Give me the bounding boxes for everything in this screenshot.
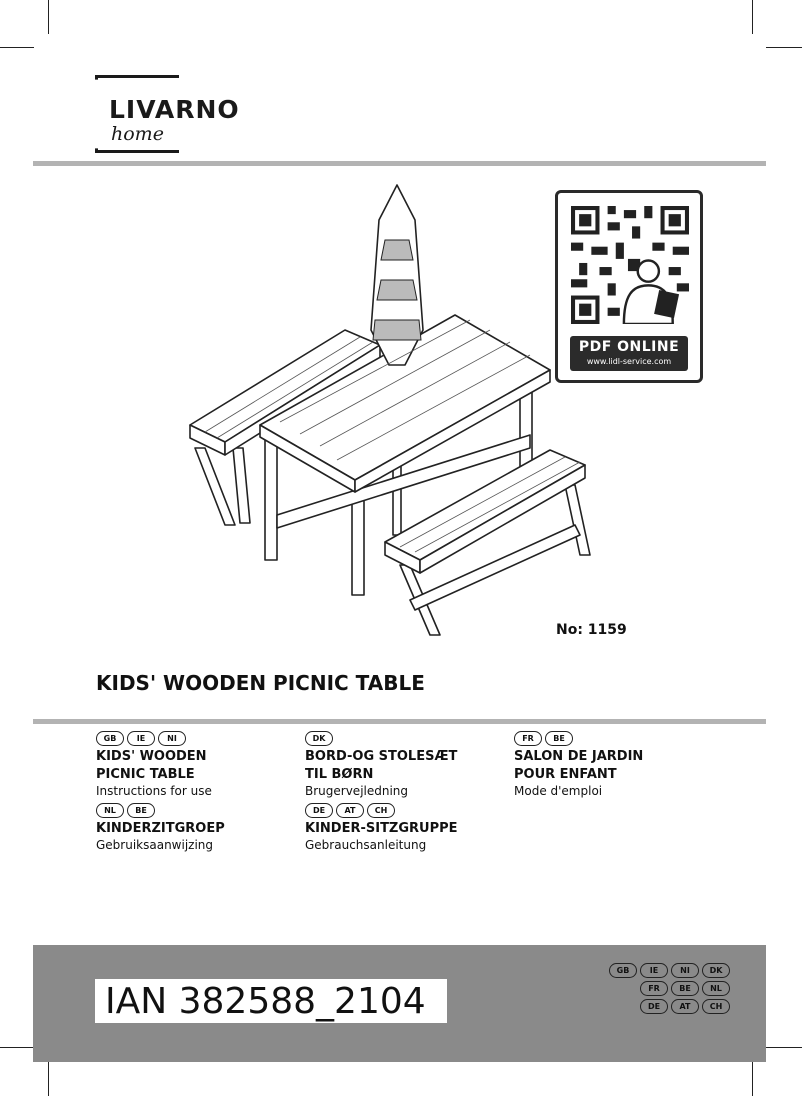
country-badge: AT: [336, 803, 364, 818]
country-badge: NL: [96, 803, 124, 818]
language-title-line1: KIDS' WOODEN: [96, 749, 207, 764]
country-badge: DK: [305, 731, 333, 746]
language-subtitle: Instructions for use: [96, 784, 212, 798]
country-badge: BE: [545, 731, 573, 746]
language-block-de: [305, 803, 505, 856]
language-subtitle: Gebruiksaanwijzing: [96, 838, 214, 852]
qr-code-card[interactable]: [555, 190, 703, 383]
brand-name: LIVARNO: [109, 95, 240, 124]
crop-mark: [0, 47, 34, 48]
language-block-gb: [96, 731, 296, 802]
crop-mark: [766, 1047, 802, 1048]
ian-number: IAN 382588_2104: [95, 979, 447, 1023]
country-badge: FR: [640, 981, 668, 996]
pdf-online-url[interactable]: www.lidl-service.com: [586, 357, 672, 366]
footer-country-badges: [590, 963, 730, 1017]
crop-mark: [752, 1062, 753, 1096]
country-badge: BE: [671, 981, 699, 996]
language-subtitle: Gebrauchsanleitung: [305, 838, 427, 852]
language-title-line1: KINDER-SITZGRUPPE: [305, 821, 458, 836]
language-block-dk: [305, 731, 505, 802]
badge-row: [590, 963, 730, 978]
pdf-online-badge: [570, 336, 688, 371]
brand-logo: [95, 75, 241, 153]
badge-row: [590, 999, 730, 1014]
top-divider: [33, 161, 766, 166]
country-badges: [96, 731, 296, 747]
language-title-line1: KINDERZITGROEP: [96, 821, 225, 836]
country-badge: DE: [305, 803, 333, 818]
country-badges: [305, 731, 505, 747]
country-badge: NI: [158, 731, 186, 746]
country-badge: NL: [702, 981, 730, 996]
country-badge: GB: [96, 731, 124, 746]
language-title-line2: POUR ENFANT: [514, 767, 617, 782]
crop-mark: [48, 0, 49, 34]
country-badges: [96, 803, 296, 819]
country-badge: CH: [367, 803, 395, 818]
crop-mark: [752, 0, 753, 34]
language-title-line2: PICNIC TABLE: [96, 767, 195, 782]
country-badge: IE: [640, 963, 668, 978]
product-number: No: 1159: [556, 622, 627, 638]
crop-mark: [0, 1047, 34, 1048]
country-badge: IE: [127, 731, 155, 746]
language-subtitle: Brugervejledning: [305, 784, 409, 798]
qr-code-icon: [571, 206, 689, 324]
mid-divider: [33, 719, 766, 724]
country-badge: BE: [127, 803, 155, 818]
country-badge: DE: [640, 999, 668, 1014]
country-badge: CH: [702, 999, 730, 1014]
country-badges: [514, 731, 714, 747]
language-block-fr: [514, 731, 714, 802]
page-title: KIDS' WOODEN PICNIC TABLE: [96, 671, 425, 695]
pdf-online-title: PDF ONLINE: [578, 339, 680, 355]
language-title-line2: TIL BØRN: [305, 767, 374, 782]
country-badges: [305, 803, 505, 819]
crop-mark: [48, 1062, 49, 1096]
language-title-line1: SALON DE JARDIN: [514, 749, 644, 764]
footer-band: [33, 945, 766, 1062]
picnic-table-illustration: [185, 180, 595, 640]
country-badge: FR: [514, 731, 542, 746]
badge-row: [590, 981, 730, 996]
brand-sub: home: [111, 123, 164, 145]
country-badge: NI: [671, 963, 699, 978]
country-badge: DK: [702, 963, 730, 978]
language-title-line1: BORD-OG STOLESÆT: [305, 749, 458, 764]
country-badge: GB: [609, 963, 637, 978]
language-block-nl: [96, 803, 296, 856]
crop-mark: [766, 47, 802, 48]
language-subtitle: Mode d'emploi: [514, 784, 603, 798]
country-badge: AT: [671, 999, 699, 1014]
